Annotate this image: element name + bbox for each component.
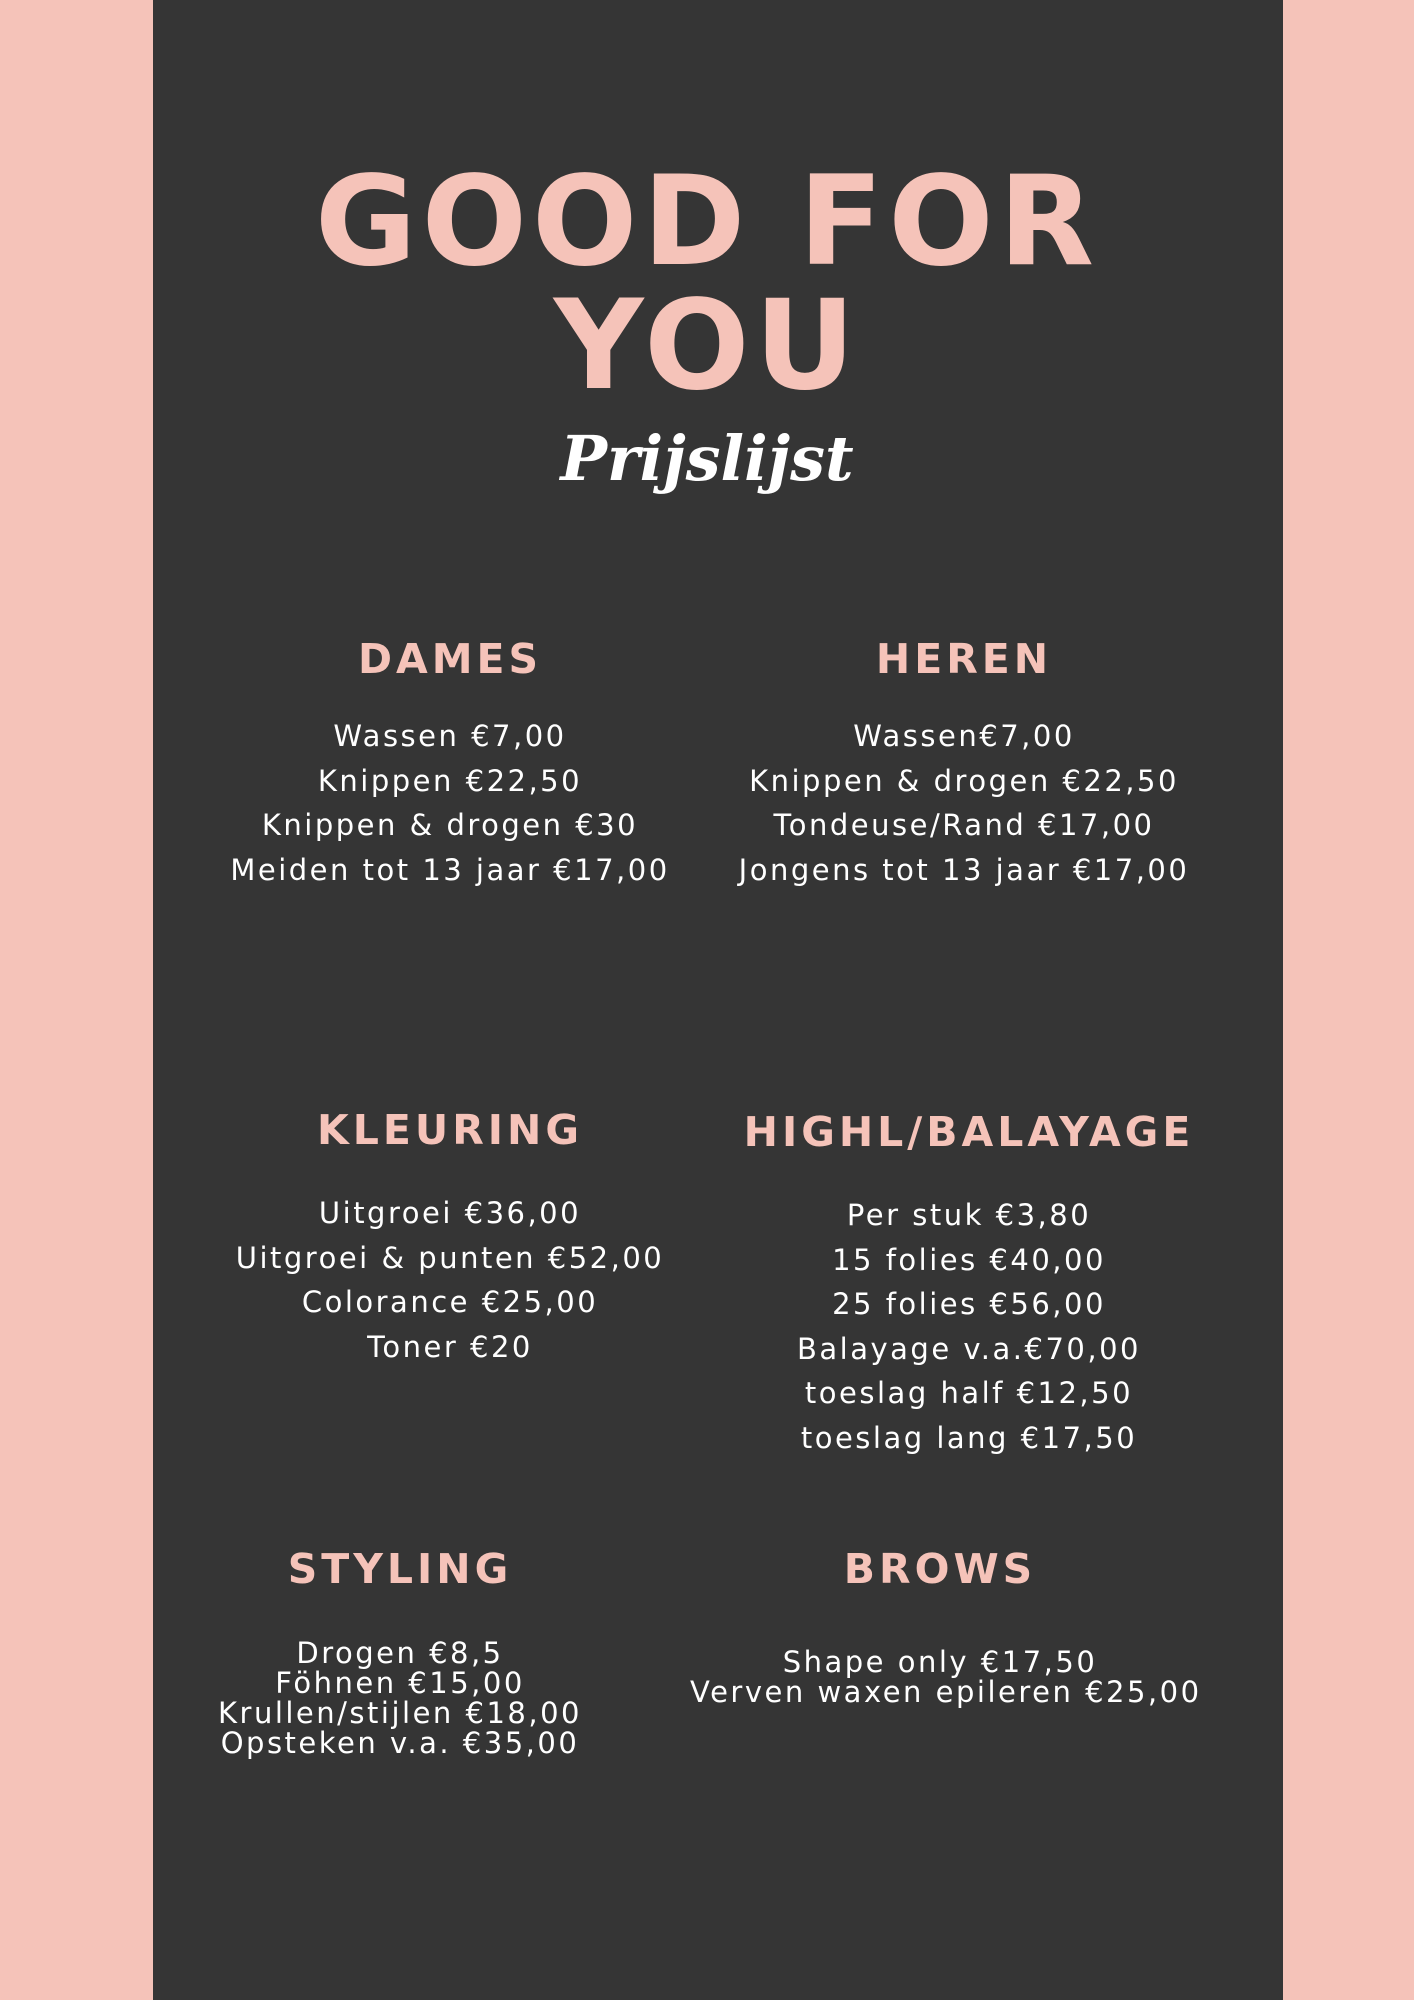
price-item: Krullen/stijlen €18,00 bbox=[218, 1696, 582, 1730]
section-list-heren bbox=[714, 714, 1214, 892]
subtitle: Prijslijst bbox=[560, 422, 854, 495]
price-item: Wassen€7,00 bbox=[853, 719, 1075, 753]
price-item: Knippen & drogen €30 bbox=[261, 808, 639, 842]
price-item: Drogen €8,5 bbox=[296, 1636, 504, 1670]
section-list-styling bbox=[150, 1638, 650, 1758]
section-list-brows bbox=[690, 1645, 1202, 1709]
section-heading-highlights: HIGHL/BALAYAGE bbox=[743, 1108, 1195, 1156]
price-item: Uitgroei & punten €52,00 bbox=[235, 1240, 665, 1275]
title-line-1: GOOD FOR bbox=[314, 150, 1100, 294]
price-item: Per stuk €3,80 bbox=[846, 1198, 1092, 1232]
price-item: Opsteken v.a. €35,00 bbox=[220, 1726, 580, 1760]
price-item: Knippen & drogen €22,50 bbox=[749, 763, 1179, 798]
price-item: Tondeuse/Rand €17,00 bbox=[773, 808, 1155, 842]
price-item: Wassen €7,00 bbox=[333, 719, 567, 753]
price-item: toeslag half €12,50 bbox=[804, 1376, 1134, 1410]
price-item: Föhnen €15,00 bbox=[275, 1666, 525, 1700]
price-item: Uitgroei €36,00 bbox=[318, 1196, 582, 1230]
price-item: toeslag lang €17,50 bbox=[800, 1420, 1138, 1455]
price-item: Verven waxen epileren €25,00 bbox=[690, 1675, 1202, 1709]
price-item: Colorance €25,00 bbox=[301, 1285, 599, 1319]
section-list-highlights bbox=[719, 1193, 1219, 1460]
price-item: 25 folies €56,00 bbox=[832, 1287, 1106, 1321]
section-list-kleuring bbox=[200, 1191, 700, 1369]
section-heading-dames: DAMES bbox=[357, 635, 543, 683]
price-item: Jongens tot 13 jaar €17,00 bbox=[738, 852, 1190, 887]
price-item: Shape only €17,50 bbox=[782, 1645, 1098, 1679]
price-item: 15 folies €40,00 bbox=[832, 1242, 1106, 1277]
section-heading-styling: STYLING bbox=[287, 1545, 513, 1593]
section-heading-kleuring: KLEURING bbox=[317, 1106, 583, 1154]
price-item: Knippen €22,50 bbox=[317, 763, 583, 798]
section-list-dames bbox=[200, 714, 700, 892]
section-heading-brows: BROWS bbox=[843, 1545, 1037, 1593]
price-item: Balayage v.a.€70,00 bbox=[797, 1331, 1141, 1366]
price-item: Meiden tot 13 jaar €17,00 bbox=[230, 852, 670, 887]
section-heading-heren: HEREN bbox=[875, 635, 1053, 683]
title-line-2: YOU bbox=[553, 274, 861, 418]
price-item: Toner €20 bbox=[367, 1329, 533, 1364]
